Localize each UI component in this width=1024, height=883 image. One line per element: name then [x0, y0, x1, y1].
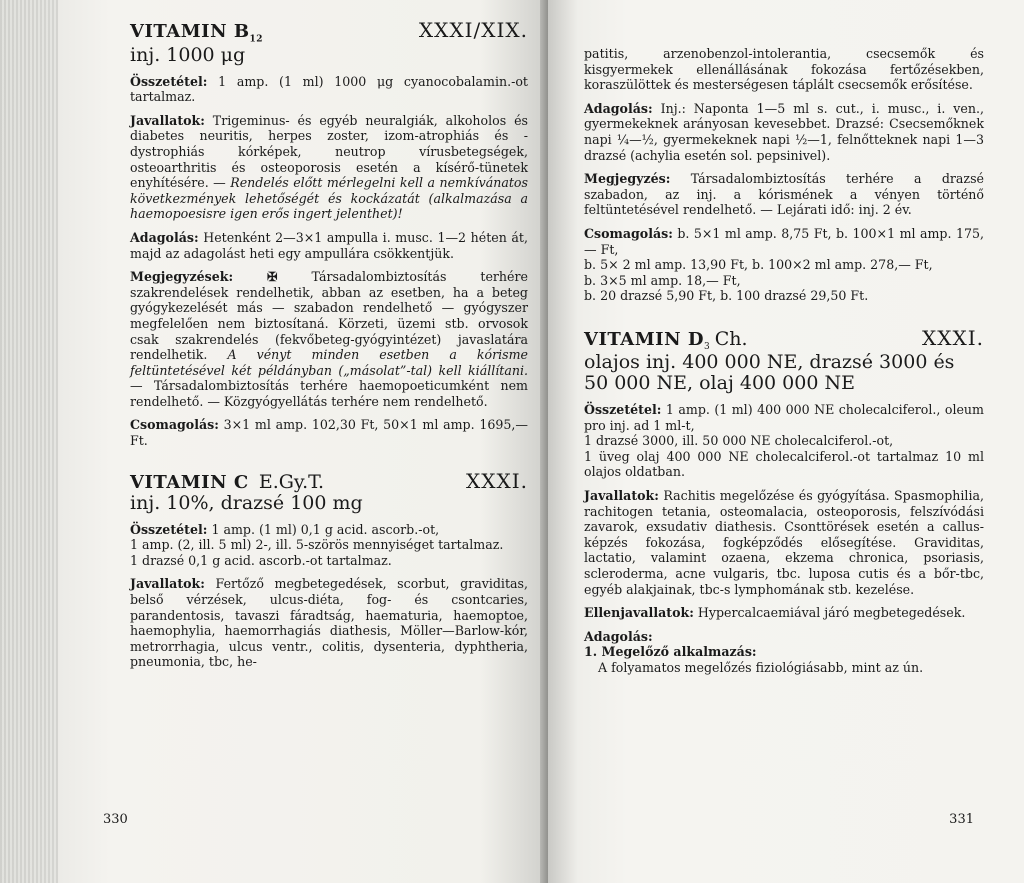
vitamin-c-heading	[130, 469, 528, 493]
vitamin-d3-heading	[584, 326, 984, 352]
vitamin-c-dosage: Adagolás: Inj.: Naponta 1—5 ml s. cut., i. musc., i. ven., gyermekeknek arányosan kevesebbet. Drazsé: Csecsemőknek napi ¼—½, gyermekeknek napi ½—1, felnőtteknek napi 1—3 drazsé (achylia esetén sol. pepsinivel).	[584, 100, 984, 163]
vitamin-d3-contraindications: Ellenjavallatok: Hypercalcaemiával járó megbetegedések.	[584, 605, 966, 621]
vitamin-b12-subscript: 12	[249, 34, 264, 45]
vitamin-b12-heading	[130, 18, 528, 45]
vitamin-d3-dosage: Adagolás: 1. Megelőző alkalmazás: A folyamatos megelőzés fiziológiásabb, mint az ún.	[584, 629, 984, 676]
cross-star-icon: ✠	[267, 269, 278, 285]
vitamin-b12-indications: Javallatok: Trigeminus- és egyéb neuralgiák, alkoholos és diabetes neuritis, herpes zoster, izom-atrophiás és -dystrophiás kórképek, neutrop vírusbetegségek, osteoarthritis és osteoporosis esetén a kísérő-tünetek enyhítésére. — Rendelés előtt mérlegelni kell a nemkívánatos következmények lehetőségét és kockázatát (alkalmazása a haemopoesisre igen erős ingert jelenthet)!	[130, 112, 528, 222]
vitamin-d3-form-line2: 50 000 NE, olaj 400 000 NE	[584, 372, 855, 395]
vitamin-d3-subscript: 3	[703, 342, 710, 353]
vitamin-d3-form-line1: olajos inj. 400 000 NE, drazsé 3000 és	[584, 351, 955, 374]
vitamin-d3-maker: Ch.	[714, 327, 748, 350]
vitamin-c-maker: E.Gy.T.	[258, 470, 325, 493]
right-page	[548, 0, 1024, 883]
vitamin-d3-prevention-text: A folyamatos megelőzés fiziológiásabb, mint az ún.	[598, 660, 924, 675]
vitamin-b12-packaging: Csomagolás: 3×1 ml amp. 102,30 Ft, 50×1 ml amp. 1695,— Ft.	[130, 417, 528, 449]
page-edge-shadow	[0, 0, 58, 883]
vitamin-b12-composition: Összetétel: 1 amp. (1 ml) 1000 μg cyanocobalamin.-ot tartalmaz.	[130, 73, 528, 105]
vitamin-c-packaging: Csomagolás: b. 5×1 ml amp. 8,75 Ft, b. 100×1 ml amp. 175,— Ft, b. 5× 2 ml amp. 13,90 Ft, b. 100×2 ml amp. 278,— Ft, b. 3×5 ml amp. 18,— Ft, b. 20 drazsé 5,90 Ft, b. 100 drazsé 29,50 Ft.	[584, 225, 984, 304]
vitamin-b12-notes: Megjegyzések: ✠ Társadalombiztosítás terhére szakrendelések rendelhetik, abban az esetben, ha a beteg gyógykezelését más — szabadon rendelhető — gyógyszer megfelelően nem biztosítaná. Körzeti, üzemi stb. orvosok csak szakrendelés (fekvőbeteg-gyógyintézet) javaslatára rendelhetik. A vényt minden esetben a kórisme feltüntetésével két példányban („másolat”-tal) kell kiállítani. — Társadalombiztosítás terhére haemopoeticumként nem rendelhető. — Közgyógyellátás terhére nem rendelhető.	[130, 269, 528, 409]
vitamin-c-continuation	[584, 46, 984, 304]
vitamin-c-indications-cont: patitis, arzenobenzol-intolerantia, csecsemők és kisgyermekek ellenállásának fokozása fertőzésekben, koraszülöttek és mesterségesen táplált csecsemők erősítése.	[584, 46, 984, 93]
vitamin-c-form: inj. 10%, drazsé 100 mg	[130, 491, 363, 514]
vitamin-b12-name: VITAMIN B	[130, 21, 250, 42]
vitamin-d3-code: XXXI.	[922, 325, 984, 350]
vitamin-b12-entry	[130, 18, 528, 449]
vitamin-c-indications: Javallatok: Fertőző megbetegedések, scorbut, graviditas, belső vérzések, ulcus-diéta, fog- és csontcaries, parandentosis, tavaszi fáradtság, haematuria, haemoptoe, haemophylia, haemorrhagiás diathesis, Möller—Barlow-kór, metrorrhagia, ulcus ventr., colitis, dysenteria, dyphtheria, pneumonia, tbc, he-	[130, 576, 528, 670]
vitamin-d3-indications: Javallatok: Rachitis megelőzése és gyógyítása. Spasmophilia, rachitogen tetania, osteomalacia, osteoporosis, felszívódási zavarok, exsudativ diathesis. Csonttörések esetén a callus-képzés fokozása, fogképződés elősegítése. Graviditas, lactatio, valamint ozaena, ekzema chronica, psoriasis, scleroderma, acne vulgaris, tbc. luposa cutis és a bőr-tbc, egyéb alakjainak, tbc-s lymphomának stb. kezelése.	[584, 488, 984, 597]
vitamin-c-composition: Összetétel: 1 amp. (1 ml) 0,1 g acid. ascorb.-ot, 1 amp. (2, ill. 5 ml) 2-, ill. 5-szörös mennyiséget tartalmaz. 1 drazsé 0,1 g acid. ascorb.-ot tartalmaz.	[130, 521, 504, 568]
vitamin-b12-code: XXXI/XIX.	[418, 18, 528, 42]
page-number-right: 331	[949, 812, 974, 827]
vitamin-c-name: VITAMIN C	[130, 471, 249, 493]
vitamin-d3-name: VITAMIN D	[584, 328, 704, 350]
vitamin-c-note: Megjegyzés: Társadalombiztosítás terhére a drazsé szabadon, az inj. a kórismének a vényen történő feltüntetésével rendelhető. — Lejárati idő: inj. 2 év.	[584, 171, 984, 218]
vitamin-d3-prevention-label: 1. Megelőző alkalmazás:	[584, 644, 757, 660]
vitamin-b12-form: inj. 1000 μg	[130, 43, 246, 66]
vitamin-d3-entry	[584, 326, 984, 676]
vitamin-c-entry	[130, 469, 528, 670]
vitamin-c-code: XXXI.	[466, 468, 528, 493]
vitamin-b12-dosage: Adagolás: Hetenként 2—3×1 ampulla i. musc. 1—2 héten át, majd az adagolást heti egy ampullára csökkentjük.	[130, 229, 528, 261]
vitamin-d3-composition: Összetétel: 1 amp. (1 ml) 400 000 NE cholecalciferol., oleum pro inj. ad 1 ml-t, 1 drazsé 3000, ill. 50 000 NE cholecalciferol.-ot, 1 üveg olaj 400 000 NE cholecalciferol.-ot tartalmaz 10 ml olajos oldatban.	[584, 402, 984, 480]
page-number-left: 330	[103, 812, 128, 827]
